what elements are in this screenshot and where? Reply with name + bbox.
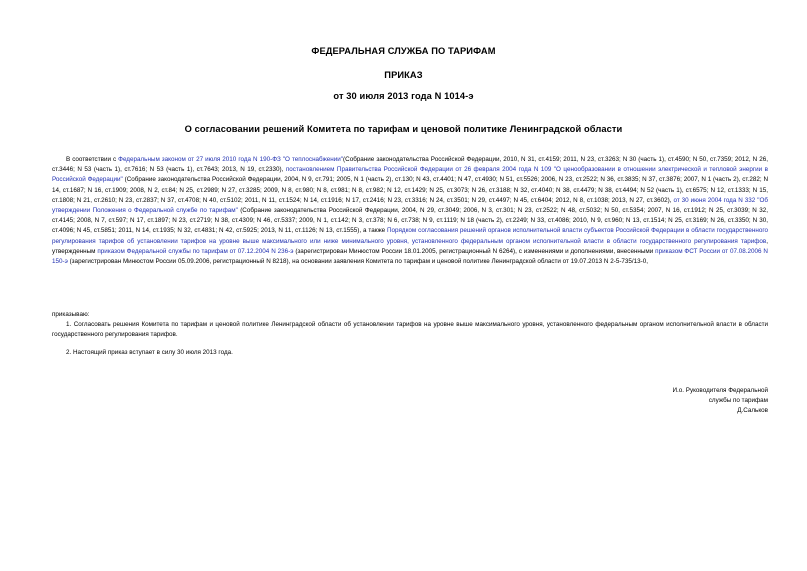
signature-organization: службы по тарифам	[708, 397, 768, 404]
document-title: О согласовании решений Комитета по тарифам и ценовой политике Ленинградской области	[184, 124, 623, 134]
signature-position: И.о. Руководителя Федеральной	[672, 387, 768, 394]
document-date: от 30 июля 2013 года N 1014-э	[333, 91, 474, 101]
link-regulation[interactable]: от 30 июня 2004 года N 332 "Об утверждении Положения о Федеральной службе по тарифам"	[52, 196, 768, 215]
preamble-text-7: (зарегистрирован Минюстом России 05.09.2006, регистрационный N 8218), на основании заявления Комитета по тарифам и ценовой политике Ленинградской области от 19.07.2013 N 2-5-735/13-0,	[67, 258, 649, 266]
link-fst-order-2006[interactable]: приказом ФСТ России от 07.08.2006 N 150-э	[52, 247, 768, 266]
agency-name: ФЕДЕРАЛЬНАЯ СЛУЖБА ПО ТАРИФАМ	[311, 46, 496, 56]
preamble-text-2: (Собрание законодательства Российской Федерации, 2010, N 31, ст.4159; 2011, N 23, ст.3263; N 30 (часть 1), ст.4590; N 50, ст.7359; 2012, N 26, ст.3446; N 53 (часть 1), ст.7616; N 53 (часть 1), ст.7643; 2013, N 19, ст.2330),	[52, 156, 768, 174]
document-type: ПРИКАЗ	[384, 70, 423, 80]
link-approval-procedure[interactable]: Порядком согласования решений органов исполнительной власти субъектов Российской Федерации в области государственного регулирования тарифов об установлении тарифов на уровне выше максимального или ниже минимального уровня, установленного федеральным органом исполнительной власти в области государственного регулирования тарифов	[52, 227, 768, 245]
preamble-text-6: (зарегистрирован Минюстом России 18.01.2005, регистрационный N 6264), с изменениями и дополнениями, внесенными	[293, 247, 656, 255]
preamble-text-3: (Собрание законодательства Российской Федерации, 2004, N 9, ст.791; 2005, N 1 (часть 2), ст.130; N 43, ст.4401; N 47, ст.4930; N 51, ст.5526; 2006, N 23, ст.2522; N 36, ст.3835; N 37, ст.3876; 2007, N 1 (часть 2), ст.282; N 14, ст.1687; N 16, ст.1909; 2008, N 2, ст.84; N 25, ст.2989; N 27, ст.3285; 2009, N 8, ст.980; N 8, ст.981; N 8, ст.982; N 12, ст.1429; N 25, ст.3073; N 26, ст.3188; N 32, ст.4040; N 38, ст.4479; N 38, ст.4494; N 52 (часть 1), ст.6575; N 12, ст.1333; N 15, ст.1808; N 21, ст.2610; N 23, ст.2837; N 37, ст.4708; N 40, ст.5102; 2011, N 11, ст.1524; N 14, ст.1916; N 17, ст.2416; N 23, ст.3316; N 24, ст.3501; N 29, ст.4497; N 45, ст.6404; 2012, N 8, ст.1038; 2013, N 27, ст.3602),	[52, 176, 768, 204]
preamble-text-1: В соответствии с	[66, 156, 119, 163]
signature-name: Д.Сальков	[737, 407, 768, 414]
preamble-text-4: (Собрание законодательства Российской Федерации, 2004, N 29, ст.3049; 2006, N 3, ст.301; N 23, ст.2522; N 48, ст.5032; N 50, ст.5354; 2007, N 16, ст.1912; N 25, ст.3039; N 32, ст.4145; 2008, N 7, ст.597; N 17, ст.1897; N 23, ст.2719; N 38, ст.4309; N 46, ст.5337; 2009, N 1, ст.142; N 3, ст.378; N 6, ст.738; N 9, ст.1119; N 18 (часть 2), ст.2249; N 33, ст.4086; 2010, N 9, ст.960; N 13, ст.1514; N 25, ст.3169; N 26, ст.3350; N 30, ст.4096; N 45, ст.5851; 2011, N 14, ст.1935; N 32, ст.4831; N 42, ст.5925; 2013, N 11, ст.1126; N 13, ст.1555), а также	[52, 207, 768, 235]
preamble-text-5: , утвержденным	[52, 237, 768, 255]
link-federal-law[interactable]: Федеральным законом от 27 июля 2010 года N 190-ФЗ "О теплоснабжении"	[118, 156, 344, 163]
link-fst-order-2004[interactable]: приказом Федеральной службы по тарифам от 07.12.2004 N 236-э	[97, 247, 294, 255]
order-item-2: 2. Настоящий приказ вступает в силу 30 июля 2013 года.	[66, 349, 233, 356]
order-item-1: 1. Согласовать решения Комитета по тарифам и ценовой политике Ленинградской области об установлении тарифов на уровне выше максимального уровня, установленного федеральным органом исполнительной власти в области государственного регулирования тарифов.	[52, 321, 768, 339]
orders-label: приказываю:	[52, 311, 90, 318]
link-government-decree[interactable]: постановлением Правительства Российской Федерации от 26 февраля 2004 года N 109 "О ценообразовании в отношении электрической и тепловой энергии в Российской Федерации"	[52, 166, 768, 184]
preamble-paragraph	[52, 155, 768, 267]
